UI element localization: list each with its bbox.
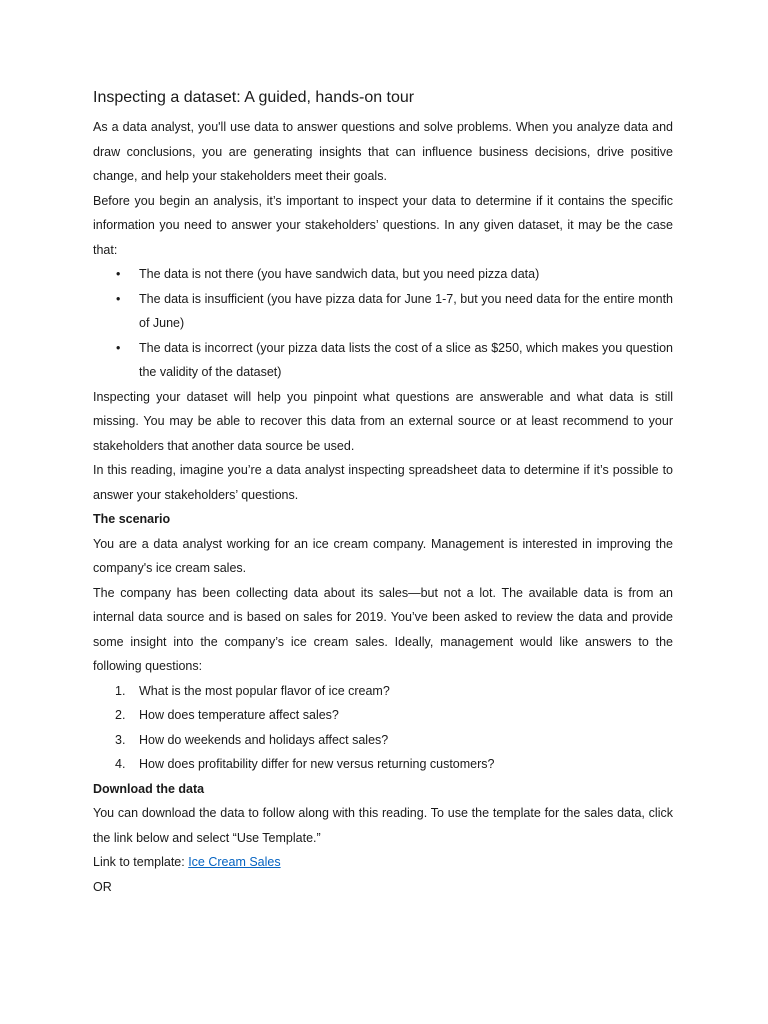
list-item-text: The data is insufficient (you have pizza data for June 1-7, but you need data for the entire month of June) [139, 291, 673, 330]
document-page [93, 86, 673, 899]
scenario-paragraph-2: The company has been collecting data about its sales—but not a lot. The available data is from an internal data source and is based on sales for 2019. You’ve been asked to review the data and provide some insight into the company’s ice cream sales. Ideally, management would like answers to the following questions: [93, 585, 673, 673]
list-item [93, 287, 673, 336]
inspecting-paragraph: Inspecting your dataset will help you pinpoint what questions are answerable and what data is still missing. You may be able to recover this data from an external source or at least recommend to your stakeholders that another data source be used. [93, 389, 673, 453]
download-paragraph: You can download the data to follow along with this reading. To use the template for the sales data, click the link below and select “Use Template.” [93, 806, 673, 845]
list-number: 4. [115, 757, 126, 771]
before-analysis-paragraph: Before you begin an analysis, it’s important to inspect your data to determine if it contains the specific information you need to answer your stakeholders’ questions. In any given dataset, it may be the case that: [93, 193, 673, 257]
data-issues-list [93, 262, 673, 385]
template-link-line [93, 850, 673, 875]
scenario-heading: The scenario [93, 512, 171, 526]
intro-paragraph: As a data analyst, you'll use data to answer questions and solve problems. When you analyze data and draw conclusions, you are generating insights that can influence business decisions, drive positive change, and help your stakeholders meet their goals. [93, 120, 673, 183]
list-item-text: How does profitability differ for new versus returning customers? [139, 757, 495, 771]
page-title: Inspecting a dataset: A guided, hands-on tour [93, 89, 415, 106]
or-text: OR [93, 879, 112, 894]
list-number: 2. [115, 708, 126, 722]
ice-cream-sales-link[interactable]: Ice Cream Sales [188, 855, 281, 869]
list-item-text: How do weekends and holidays affect sales? [139, 732, 389, 747]
bullet-icon: • [116, 340, 121, 355]
list-item [93, 679, 673, 704]
template-link-prefix: Link to template: [93, 855, 189, 869]
list-item-text: How does temperature affect sales? [139, 708, 339, 722]
list-item [93, 752, 673, 777]
scenario-paragraph-1: You are a data analyst working for an ice cream company. Management is interested in improving the company's ice cream sales. [93, 536, 673, 575]
list-number: 1. [115, 683, 126, 698]
list-number: 3. [115, 732, 126, 747]
list-item-text: The data is incorrect (your pizza data lists the cost of a slice as $250, which makes you question the validity of the dataset) [139, 340, 673, 379]
list-item [93, 336, 673, 385]
reading-paragraph: In this reading, imagine you’re a data analyst inspecting spreadsheet data to determine if it’s possible to answer your stakeholders’ questions. [93, 463, 673, 502]
list-item [93, 262, 673, 287]
list-item-text: The data is not there (you have sandwich data, but you need pizza data) [139, 267, 540, 281]
list-item [93, 703, 673, 728]
list-item [93, 728, 673, 753]
questions-list [93, 679, 673, 777]
bullet-icon: • [116, 291, 121, 306]
bullet-icon: • [116, 267, 121, 281]
download-heading: Download the data [93, 781, 205, 796]
list-item-text: What is the most popular flavor of ice cream? [139, 683, 390, 698]
